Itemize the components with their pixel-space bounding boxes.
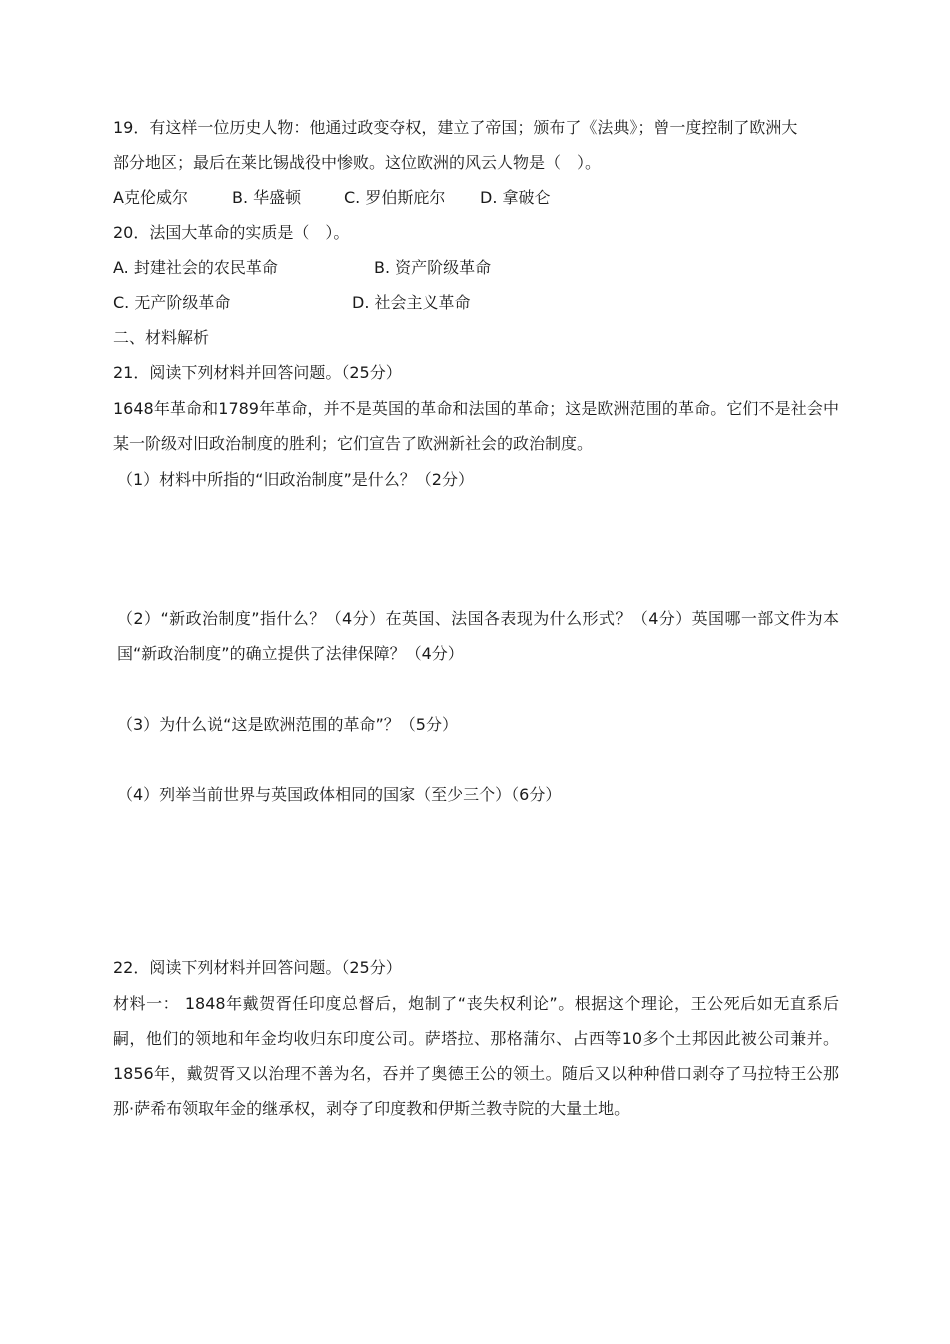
q19-option-a: A克伦威尔: [113, 188, 188, 207]
q20-option-b: B. 资产阶级革命: [374, 258, 492, 277]
q21-sub3: （3）为什么说“这是欧洲范围的革命”？（5分）: [117, 715, 458, 734]
q19-option-d: D. 拿破仑: [480, 188, 551, 207]
q22-stem: 22．阅读下列材料并回答问题。（25分）: [113, 958, 402, 977]
q21-sub4: （4）列举当前世界与英国政体相同的国家（至少三个）（6分）: [117, 785, 562, 804]
q19-stem-line2: 部分地区；最后在莱比锡战役中惨败。这位欧洲的风云人物是（ ）。: [113, 153, 602, 172]
q20-option-c: C. 无产阶级革命: [113, 293, 231, 312]
q22-material: 材料一： 1848年戴贺胥任印度总督后，炮制了“丧失权利论”。根据这个理论，王公死后如无直系后嗣，他们的领地和年金均收归东印度公司。萨塔拉、那格蒲尔、占西等10多个土邦因此被公司兼并。1856年，戴贺胥又以治理不善为名，吞并了奥德王公的领土。随后又以种种借口剥夺了马拉特王公那那·萨希布领取年金的继承权，剥夺了印度教和伊斯兰教寺院的大量土地。: [113, 994, 839, 1118]
section-heading: 二、材料解析: [113, 328, 210, 347]
q21-material: 1648年革命和1789年革命，并不是英国的革命和法国的革命；这是欧洲范围的革命。它们不是社会中某一阶级对旧政治制度的胜利；它们宣告了欧洲新社会的政治制度。: [113, 399, 839, 453]
q21-sub2: （2）“新政治制度”指什么？（4分）在英国、法国各表现为什么形式？（4分）英国哪一部文件为本国“新政治制度”的确立提供了法律保障？（4分）: [117, 609, 839, 663]
q21-sub1: （1）材料中所指的“旧政治制度”是什么？（2分）: [117, 470, 474, 489]
q19-stem-line1: 19．有这样一位历史人物：他通过政变夺权，建立了帝国；颁布了《法典》；曾一度控制了欧洲大: [113, 118, 798, 137]
q20-stem: 20．法国大革命的实质是（ ）。: [113, 223, 350, 242]
q20-option-a: A. 封建社会的农民革命: [113, 258, 278, 277]
q20-option-d: D. 社会主义革命: [352, 293, 471, 312]
q21-stem: 21．阅读下列材料并回答问题。（25分）: [113, 363, 402, 382]
q19-option-c: C. 罗伯斯庇尔: [344, 188, 446, 207]
q19-option-b: B. 华盛顿: [232, 188, 302, 207]
